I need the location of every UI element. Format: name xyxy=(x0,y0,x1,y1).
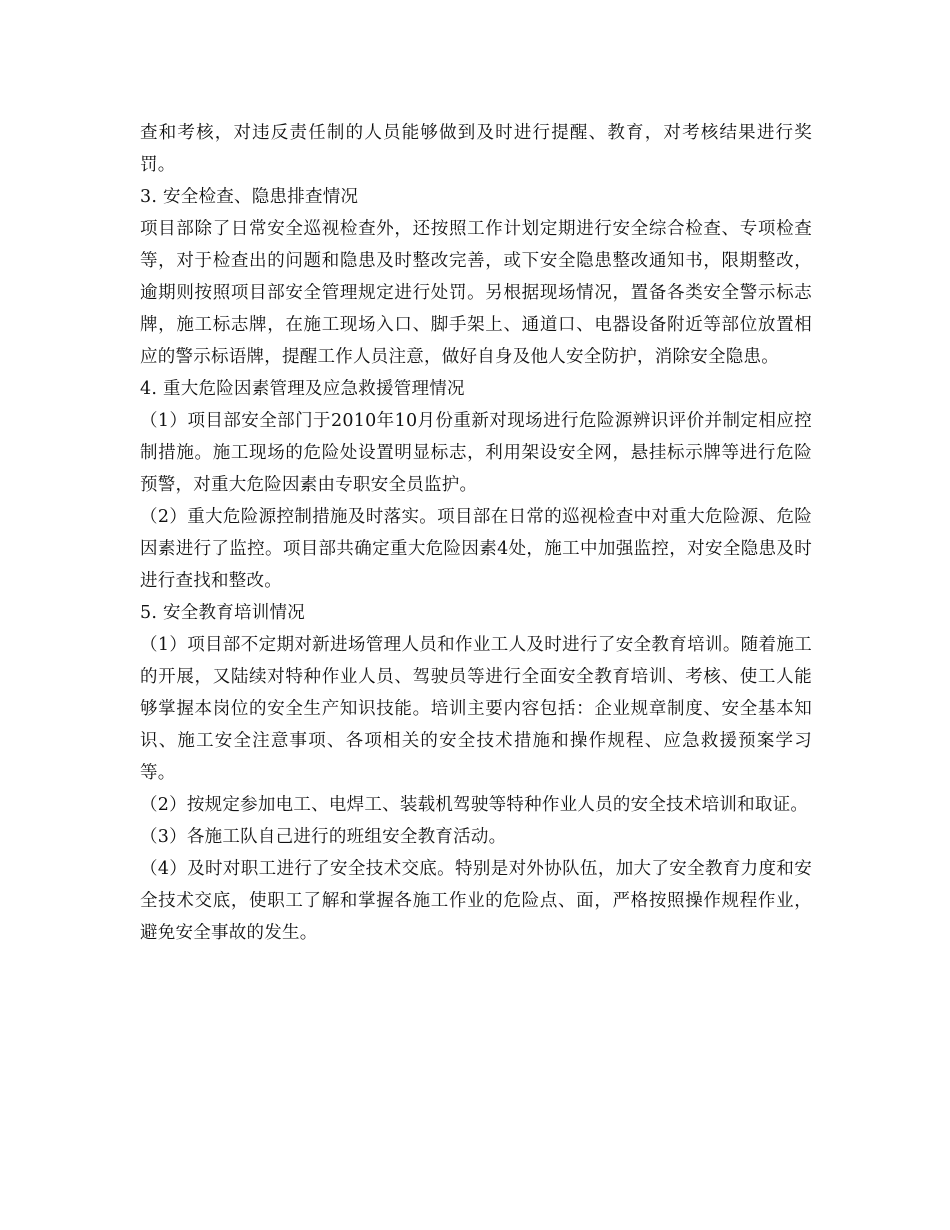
paragraph-training-workers: （1）项目部不定期对新进场管理人员和作业工人及时进行了安全教育培训。随着施工的开展，又陆续对特种作业人员、驾驶员等进行全面安全教育培训、考核、使工人能够掌握本岗位的安全生产知识技能。培训主要内容包括：企业规章制度、安全基本知识、施工安全注意事项、各项相关的安全技术措施和操作规程、应急救援预案学习等。 xyxy=(140,635,812,783)
section-heading-safety-inspection: 3. 安全检查、隐患排查情况 xyxy=(140,187,359,207)
document-body xyxy=(140,117,812,949)
paragraph-training-special-operators: （2）按规定参加电工、电焊工、装载机驾驶等特种作业人员的安全技术培训和取证。 xyxy=(140,795,809,815)
paragraph-hazard-identification: （1）项目部安全部门于2010年10月份重新对现场进行危险源辨识评价并制定相应控制措施。施工现场的危险处设置明显标志，利用架设安全网，悬挂标示牌等进行危险预警，对重大危险因素由专职安全员监护。 xyxy=(140,411,812,495)
paragraph-assessment-continuation: 查和考核，对违反责任制的人员能够做到及时进行提醒、教育，对考核结果进行奖罚。 xyxy=(140,123,812,175)
section-heading-safety-training: 5. 安全教育培训情况 xyxy=(140,603,306,623)
paragraph-team-education: （3）各施工队自己进行的班组安全教育活动。 xyxy=(140,827,507,847)
section-heading-major-hazards: 4. 重大危险因素管理及应急救援管理情况 xyxy=(140,379,465,399)
paragraph-safety-inspection: 项目部除了日常安全巡视检查外，还按照工作计划定期进行安全综合检查、专项检查等，对于检查出的问题和隐患及时整改完善，或下安全隐患整改通知书，限期整改，逾期则按照项目部安全管理规定进行处罚。另根据现场情况，置备各类安全警示标志牌，施工标志牌，在施工现场入口、脚手架上、通道口、电器设备附近等部位放置相应的警示标语牌，提醒工作人员注意，做好自身及他人安全防护，消除安全隐患。 xyxy=(140,219,812,367)
paragraph-technical-briefing: （4）及时对职工进行了安全技术交底。特别是对外协队伍，加大了安全教育力度和安全技术交底，使职工了解和掌握各施工作业的危险点、面，严格按照操作规程作业，避免安全事故的发生。 xyxy=(140,859,812,943)
paragraph-hazard-control: （2）重大危险源控制措施及时落实。项目部在日常的巡视检查中对重大危险源、危险因素进行了监控。项目部共确定重大危险因素4处，施工中加强监控，对安全隐患及时进行查找和整改。 xyxy=(140,507,812,591)
